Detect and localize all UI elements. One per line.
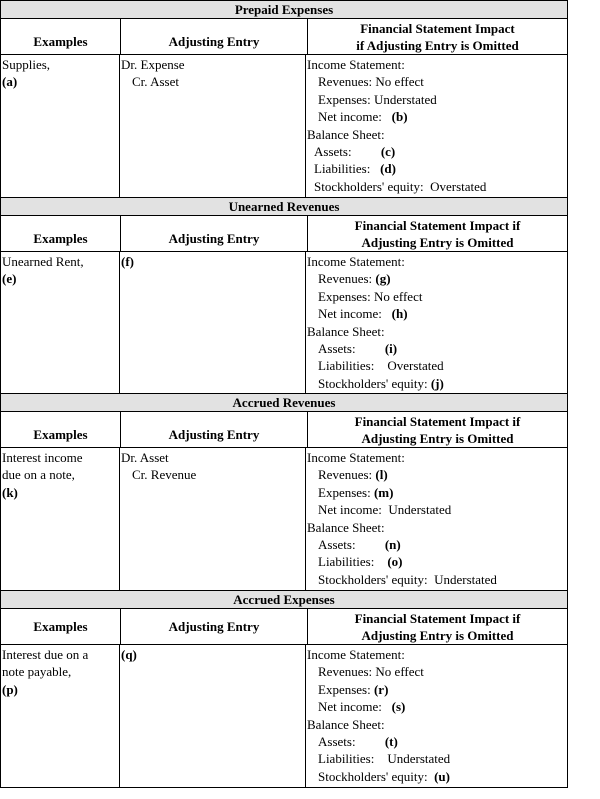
examples-cell: Supplies, (a) xyxy=(1,55,120,197)
section-accrued-expenses xyxy=(0,590,568,788)
entry-cell: (f) xyxy=(120,252,306,394)
section-title: Accrued Revenues xyxy=(1,394,567,412)
section-title: Prepaid Expenses xyxy=(1,1,567,19)
impact-cell: Income Statement: Revenues: (l) Expenses: (m) Net income: Understated Balance Sheet: Assets: (n) Liabilities: (o) Stockholders' equity: Understated xyxy=(307,450,497,587)
section-prepaid-expenses xyxy=(0,0,568,198)
entry-cell: (q) xyxy=(120,645,306,787)
header-row xyxy=(1,609,567,645)
entry-cell: Dr. Expense Cr. Asset xyxy=(120,55,306,197)
impact-cell: Income Statement: Revenues: (g) Expenses: No effect Net income: (h) Balance Sheet: Assets: (i) Liabilities: Overstated Stockholders' equity: (j) xyxy=(307,254,444,391)
entry-cell: Dr. Asset Cr. Revenue xyxy=(120,448,306,590)
examples-header: Examples xyxy=(1,609,121,644)
section-accrued-revenues xyxy=(0,393,568,591)
examples-header: Examples xyxy=(1,216,121,251)
examples-cell: Interest due on a note payable, (p) xyxy=(1,645,120,787)
impact-header: Financial Statement Impact if Adjusting Entry is Omitted xyxy=(356,20,519,53)
adjusting-entry-header: Adjusting Entry xyxy=(121,412,308,447)
examples-header: Examples xyxy=(1,19,121,54)
body-row xyxy=(1,448,567,591)
body-row xyxy=(1,252,567,395)
section-title: Accrued Expenses xyxy=(1,591,567,609)
header-row xyxy=(1,412,567,448)
impact-cell: Income Statement: Revenues: No effect Expenses: (r) Net income: (s) Balance Sheet: Assets: (t) Liabilities: Understated Stockholders' equity: (u) xyxy=(307,647,451,784)
body-row xyxy=(1,645,567,788)
header-row xyxy=(1,216,567,252)
adjusting-entry-header: Adjusting Entry xyxy=(121,609,308,644)
adjusting-entry-header: Adjusting Entry xyxy=(121,216,308,251)
body-row xyxy=(1,55,567,198)
examples-cell: Unearned Rent, (e) xyxy=(1,252,120,394)
section-title: Unearned Revenues xyxy=(1,198,567,216)
section-unearned-revenues xyxy=(0,197,568,395)
header-row xyxy=(1,19,567,55)
impact-header: Financial Statement Impact if Adjusting Entry is Omitted xyxy=(354,610,521,643)
impact-cell: Income Statement: Revenues: No effect Expenses: Understated Net income: (b) Balance Sheet: Assets: (c) Liabilities: (d) Stockholders' equity: Overstated xyxy=(307,57,487,194)
examples-header: Examples xyxy=(1,412,121,447)
adjusting-entry-header: Adjusting Entry xyxy=(121,19,308,54)
impact-header: Financial Statement Impact if Adjusting Entry is Omitted xyxy=(354,217,521,250)
impact-header: Financial Statement Impact if Adjusting Entry is Omitted xyxy=(354,413,521,446)
examples-cell: Interest income due on a note, (k) xyxy=(1,448,120,590)
